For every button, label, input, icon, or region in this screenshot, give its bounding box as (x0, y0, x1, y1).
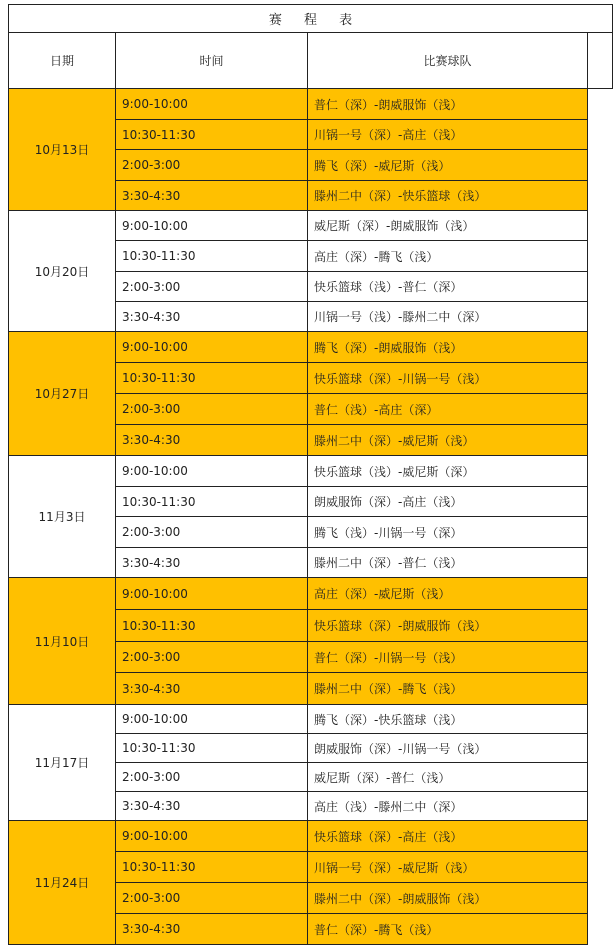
teams-cell: 川锅一号（深）-威尼斯（浅） (307, 851, 588, 883)
time-cell: 10:30-11:30 (115, 119, 308, 150)
teams-cell: 腾飞（浅）-川锅一号（深） (307, 516, 588, 548)
time-cell: 9:00-10:00 (115, 820, 308, 852)
teams-cell: 朗威服饰（深）-川锅一号（浅） (307, 733, 588, 763)
time-cell: 10:30-11:30 (115, 609, 308, 642)
header-time: 时间 (115, 32, 308, 89)
time-cell: 10:30-11:30 (115, 240, 308, 272)
teams-cell: 高庄（深）-威尼斯（浅） (307, 577, 588, 610)
date-cell: 10月13日 (8, 88, 116, 211)
time-cell: 9:00-10:00 (115, 577, 308, 610)
date-cell: 10月20日 (8, 210, 116, 332)
time-cell: 9:00-10:00 (115, 331, 308, 363)
header-teams: 比赛球队 (307, 32, 588, 89)
date-cell: 11月24日 (8, 820, 116, 945)
time-cell: 10:30-11:30 (115, 486, 308, 517)
teams-cell: 高庄（深）-腾飞（浅） (307, 240, 588, 272)
teams-cell: 滕州二中（深）-威尼斯（浅） (307, 424, 588, 456)
time-cell: 3:30-4:30 (115, 672, 308, 705)
teams-cell: 川锅一号（浅）-滕州二中（深） (307, 301, 588, 332)
time-cell: 3:30-4:30 (115, 424, 308, 456)
teams-cell: 普仁（深）-川锅一号（浅） (307, 641, 588, 673)
time-cell: 3:30-4:30 (115, 913, 308, 945)
date-cell: 11月17日 (8, 704, 116, 821)
header-spacer (587, 32, 613, 89)
teams-cell: 普仁（浅）-高庄（深） (307, 393, 588, 425)
time-cell: 3:30-4:30 (115, 180, 308, 211)
time-cell: 9:00-10:00 (115, 88, 308, 120)
table-title: 赛 程 表 (8, 4, 613, 33)
time-cell: 3:30-4:30 (115, 301, 308, 332)
teams-cell: 川锅一号（深）-高庄（浅） (307, 119, 588, 150)
teams-cell: 滕州二中（深）-普仁（浅） (307, 547, 588, 578)
date-cell: 11月10日 (8, 577, 116, 705)
time-cell: 2:00-3:00 (115, 149, 308, 181)
teams-cell: 快乐篮球（深）-朗威服饰（浅） (307, 609, 588, 642)
time-cell: 3:30-4:30 (115, 791, 308, 821)
teams-cell: 快乐篮球（浅）-威尼斯（深） (307, 455, 588, 487)
schedule-table (8, 4, 613, 944)
teams-cell: 腾飞（深）-威尼斯（浅） (307, 149, 588, 181)
date-cell: 11月3日 (8, 455, 116, 578)
teams-cell: 腾飞（深）-朗威服饰（浅） (307, 331, 588, 363)
teams-cell: 朗威服饰（深）-高庄（浅） (307, 486, 588, 517)
teams-cell: 滕州二中（深）-快乐篮球（浅） (307, 180, 588, 211)
teams-cell: 威尼斯（深）-普仁（浅） (307, 762, 588, 792)
teams-cell: 高庄（浅）-滕州二中（深） (307, 791, 588, 821)
teams-cell: 腾飞（深）-快乐篮球（浅） (307, 704, 588, 734)
time-cell: 10:30-11:30 (115, 362, 308, 394)
time-cell: 3:30-4:30 (115, 547, 308, 578)
time-cell: 2:00-3:00 (115, 882, 308, 914)
time-cell: 2:00-3:00 (115, 393, 308, 425)
teams-cell: 快乐篮球（深）-高庄（浅） (307, 820, 588, 852)
teams-cell: 滕州二中（深）-朗威服饰（浅） (307, 882, 588, 914)
time-cell: 2:00-3:00 (115, 271, 308, 302)
date-cell: 10月27日 (8, 331, 116, 456)
time-cell: 9:00-10:00 (115, 704, 308, 734)
time-cell: 2:00-3:00 (115, 641, 308, 673)
time-cell: 9:00-10:00 (115, 210, 308, 241)
time-cell: 2:00-3:00 (115, 762, 308, 792)
time-cell: 10:30-11:30 (115, 851, 308, 883)
time-cell: 2:00-3:00 (115, 516, 308, 548)
header-date: 日期 (8, 32, 116, 89)
teams-cell: 快乐篮球（深）-川锅一号（浅） (307, 362, 588, 394)
teams-cell: 快乐篮球（浅）-普仁（深） (307, 271, 588, 302)
teams-cell: 普仁（深）-朗威服饰（浅） (307, 88, 588, 120)
time-cell: 10:30-11:30 (115, 733, 308, 763)
teams-cell: 普仁（深）-腾飞（浅） (307, 913, 588, 945)
time-cell: 9:00-10:00 (115, 455, 308, 487)
teams-cell: 滕州二中（深）-腾飞（浅） (307, 672, 588, 705)
teams-cell: 威尼斯（深）-朗威服饰（浅） (307, 210, 588, 241)
